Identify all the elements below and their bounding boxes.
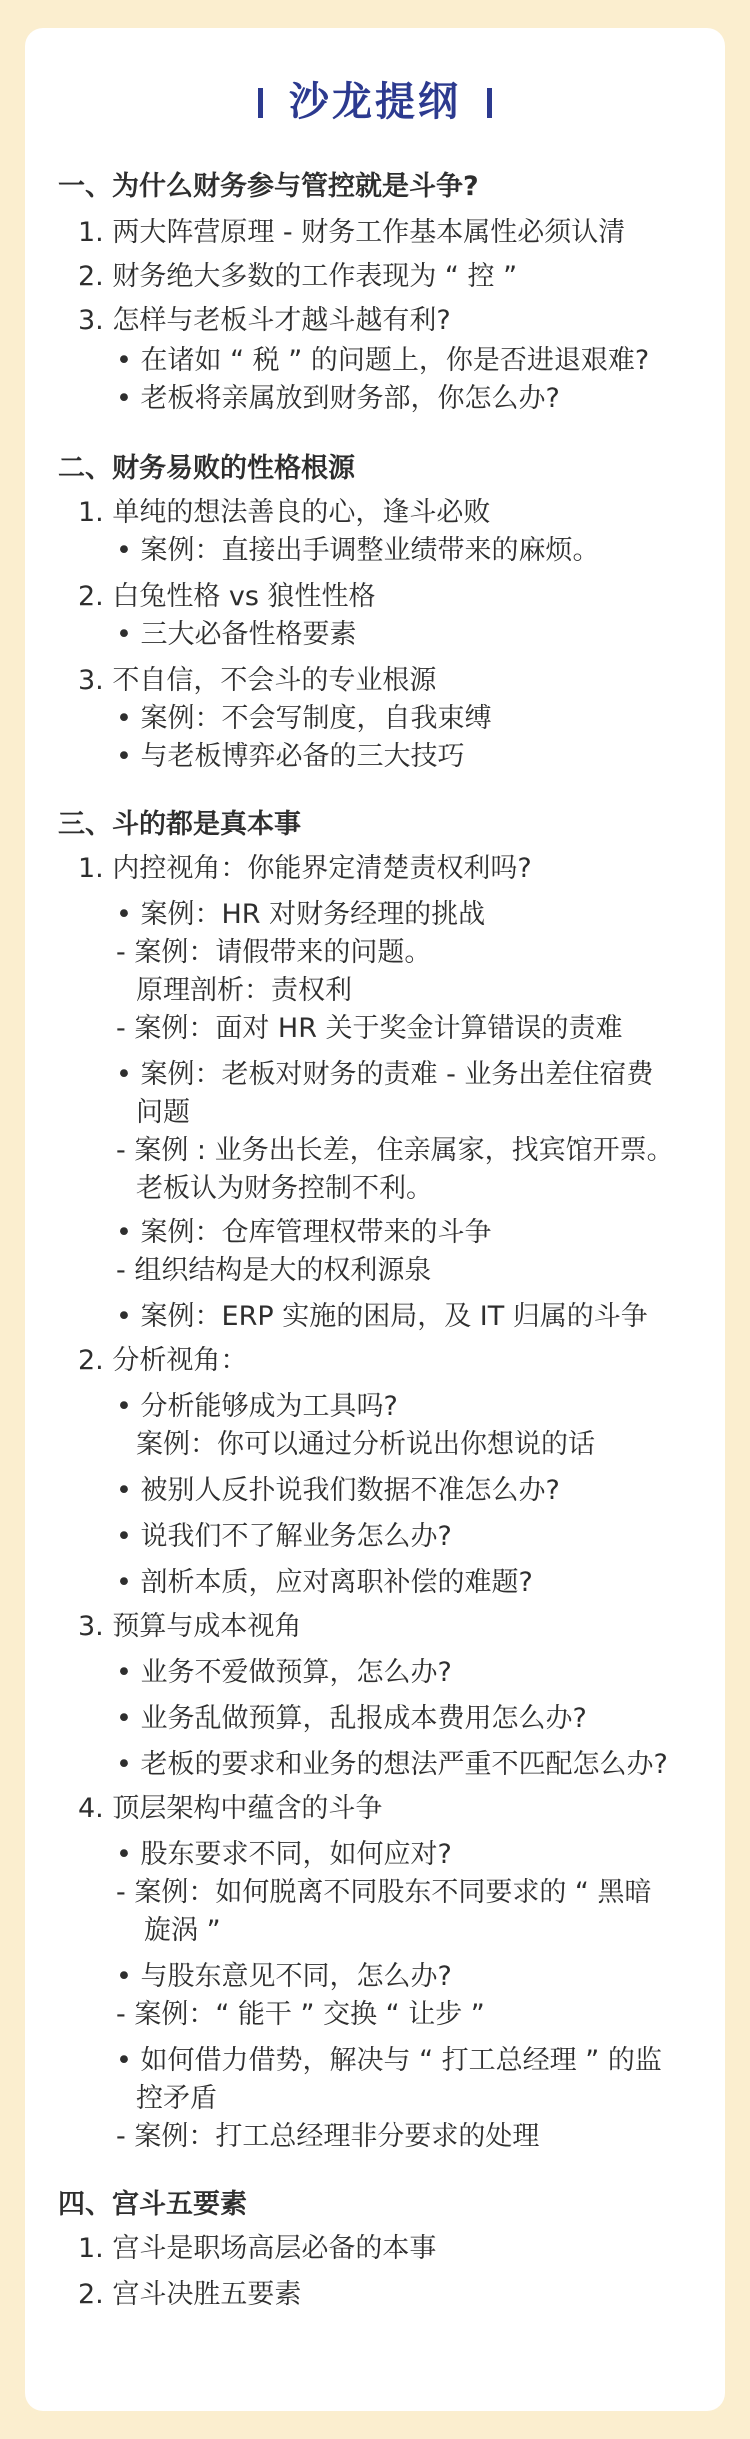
list-item: 3. 预算与成本视角	[78, 1611, 302, 1642]
list-item: 1. 内控视角：你能界定清楚责权利吗?	[78, 853, 532, 884]
list-subitem: - 案例：打工总经理非分要求的处理	[116, 2121, 540, 2152]
list-item: 2. 宫斗决胜五要素	[78, 2279, 302, 2310]
list-subitem-cont: 案例：你可以通过分析说出你想说的话	[136, 1429, 595, 1460]
list-subitem: - 组织结构是大的权利源泉	[116, 1255, 432, 1286]
list-subitem: • 案例：不会写制度，自我束缚	[116, 703, 492, 734]
list-subitem: • 案例：直接出手调整业绩带来的麻烦。	[116, 535, 600, 566]
section-heading: 一、为什么财务参与管控就是斗争?	[58, 171, 479, 202]
list-item: 2. 白兔性格 vs 狼性性格	[78, 581, 376, 612]
list-subitem: • 业务乱做预算，乱报成本费用怎么办?	[116, 1703, 587, 1734]
list-subitem-cont: 旋涡 ”	[144, 1915, 221, 1946]
section-heading: 四、宫斗五要素	[58, 2189, 247, 2220]
list-subitem: • 案例：HR 对财务经理的挑战	[116, 899, 486, 930]
list-subitem-cont: 问题	[136, 1097, 190, 1128]
list-subitem: • 在诸如 “ 税 ” 的问题上，你是否进退艰难?	[116, 345, 650, 376]
list-subitem-cont: 原理剖析：责权利	[136, 975, 352, 1006]
list-item: 3. 不自信，不会斗的专业根源	[78, 665, 437, 696]
list-subitem: - 案例：“ 能干 ” 交换 “ 让步 ”	[116, 1999, 485, 2030]
list-subitem: • 被别人反扑说我们数据不准怎么办?	[116, 1475, 560, 1506]
list-subitem: • 分析能够成为工具吗?	[116, 1391, 398, 1422]
list-item: 1. 宫斗是职场高层必备的本事	[78, 2233, 437, 2264]
list-subitem: • 案例：仓库管理权带来的斗争	[116, 1217, 492, 1248]
list-subitem: • 老板将亲属放到财务部，你怎么办?	[116, 383, 560, 414]
list-subitem: • 股东要求不同，如何应对?	[116, 1839, 452, 1870]
list-item: 1. 单纯的想法善良的心，逢斗必败	[78, 497, 491, 528]
list-subitem-cont: 控矛盾	[136, 2083, 217, 2114]
list-subitem: • 说我们不了解业务怎么办?	[116, 1521, 452, 1552]
title-bar-right	[487, 88, 492, 118]
section-heading: 二、财务易败的性格根源	[58, 453, 355, 484]
list-subitem: • 老板的要求和业务的想法严重不匹配怎么办?	[116, 1749, 668, 1780]
list-subitem: - 案例 : 业务出长差，住亲属家，找宾馆开票。	[116, 1135, 674, 1166]
list-subitem: • 案例：老板对财务的责难 - 业务出差住宿费	[116, 1059, 654, 1090]
list-item: 4. 顶层架构中蕴含的斗争	[78, 1793, 383, 1824]
list-subitem: - 案例：请假带来的问题。	[116, 937, 432, 968]
list-subitem: • 三大必备性格要素	[116, 619, 357, 650]
list-subitem-cont: 老板认为财务控制不利。	[136, 1173, 433, 1204]
list-subitem: • 与老板博弈必备的三大技巧	[116, 741, 465, 772]
list-subitem: • 剖析本质，应对离职补偿的难题?	[116, 1567, 533, 1598]
list-item: 3. 怎样与老板斗才越斗越有利?	[78, 305, 451, 336]
list-subitem: • 如何借力借势，解决与 “ 打工总经理 ” 的监	[116, 2045, 662, 2076]
list-subitem: - 案例：如何脱离不同股东不同要求的 “ 黑暗	[116, 1877, 652, 1908]
list-subitem: - 案例：面对 HR 关于奖金计算错误的责难	[116, 1013, 623, 1044]
list-subitem: • 业务不爱做预算，怎么办?	[116, 1657, 452, 1688]
list-subitem: • 与股东意见不同，怎么办?	[116, 1961, 452, 1992]
list-item: 2. 财务绝大多数的工作表现为 “ 控 ”	[78, 261, 518, 292]
section-heading: 三、斗的都是真本事	[58, 809, 301, 840]
title-text: 沙龙提纲	[289, 79, 461, 125]
title-bar-left	[258, 88, 263, 118]
list-item: 2. 分析视角：	[78, 1345, 248, 1376]
list-subitem: • 案例：ERP 实施的困局，及 IT 归属的斗争	[116, 1301, 648, 1332]
page-title	[25, 74, 725, 130]
list-item: 1. 两大阵营原理 - 财务工作基本属性必须认清	[78, 217, 626, 248]
